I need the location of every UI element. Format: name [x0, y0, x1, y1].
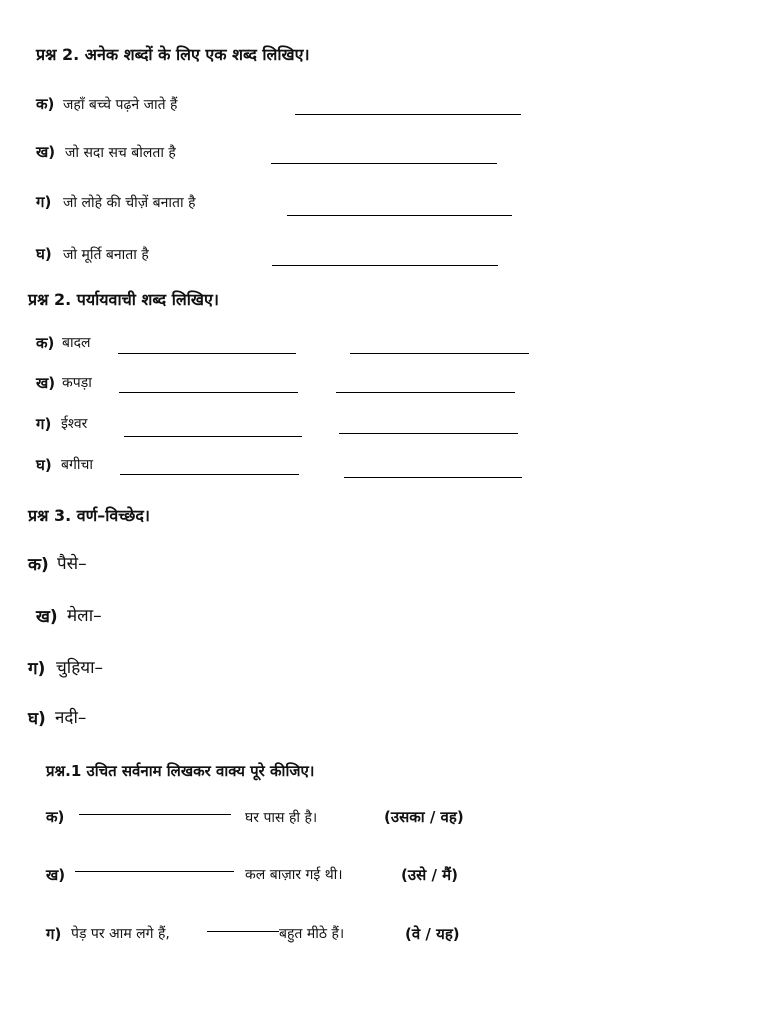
section1-item-text: जहाँ बच्चे पढ़ने जाते हैं: [63, 97, 178, 113]
section2-item-text: बगीचा: [61, 457, 94, 473]
section4-heading: प्रश्न.1 उचित सर्वनाम लिखकर वाक्य पूरे कीजिए।: [46, 762, 315, 780]
answer-line[interactable]: [272, 265, 498, 266]
section2-item-label: क): [36, 334, 55, 352]
answer-line[interactable]: [79, 814, 231, 815]
answer-line[interactable]: [287, 215, 512, 216]
section3-item-text: चुहिया–: [56, 658, 103, 678]
section1-item-label: घ): [36, 245, 52, 263]
section2-item-label: ख): [36, 374, 56, 392]
section2-heading: प्रश्न 2. पर्यायवाची शब्द लिखिए।: [28, 290, 219, 309]
section4-item-label: ग): [46, 925, 62, 943]
section4-item-text-after: बहुत मीठे हैं।: [279, 926, 345, 942]
section2-item-text: कपड़ा: [62, 375, 92, 391]
section3-item-label: ग): [28, 659, 46, 679]
section1-item-label: ग): [36, 193, 52, 211]
section3-item-text: पैसे–: [57, 554, 87, 574]
section4-item-text-after: घर पास ही है।: [245, 810, 318, 826]
section1-item-text: जो लोहे की चीज़ें बनाता है: [63, 195, 196, 211]
answer-line[interactable]: [124, 436, 302, 437]
section4-item-label: क): [46, 808, 65, 826]
section4-item-options: (उसे / मैं): [401, 866, 458, 884]
section3-item-text: नदी–: [55, 708, 87, 728]
section3-item-label: ख): [36, 607, 58, 627]
section3-item-label: घ): [28, 709, 46, 729]
section1-item-text: जो मूर्ति बनाता है: [63, 247, 149, 263]
section2-item-label: घ): [36, 456, 52, 474]
section4-item-label: ख): [46, 866, 66, 884]
answer-line[interactable]: [120, 474, 299, 475]
answer-line[interactable]: [207, 931, 279, 932]
section1-item-label: ख): [36, 143, 56, 161]
section4-item-options: (उसका / वह): [384, 808, 464, 826]
answer-line[interactable]: [336, 392, 515, 393]
section3-item-label: क): [28, 555, 49, 575]
section2-item-text: बादल: [62, 335, 91, 351]
section1-item-text: जो सदा सच बोलता है: [65, 145, 176, 161]
answer-line[interactable]: [118, 353, 296, 354]
section3-item-text: मेला–: [67, 606, 102, 626]
section4-item-text-after: कल बाज़ार गई थी।: [245, 867, 343, 883]
section2-item-label: ग): [36, 415, 52, 433]
section4-item-options: (वे / यह): [405, 925, 460, 943]
section1-heading: प्रश्न 2. अनेक शब्दों के लिए एक शब्द लिखिए।: [36, 45, 310, 64]
answer-line[interactable]: [119, 392, 298, 393]
answer-line[interactable]: [271, 163, 497, 164]
section2-item-text: ईश्वर: [61, 416, 88, 432]
section4-item-text-before: पेड़ पर आम लगे हैं,: [71, 926, 170, 942]
section1-item-label: क): [36, 95, 55, 113]
answer-line[interactable]: [339, 433, 518, 434]
answer-line[interactable]: [350, 353, 529, 354]
answer-line[interactable]: [75, 871, 234, 872]
section3-heading: प्रश्न 3. वर्ण–विच्छेद।: [28, 506, 150, 525]
answer-line[interactable]: [344, 477, 522, 478]
answer-line[interactable]: [295, 114, 521, 115]
